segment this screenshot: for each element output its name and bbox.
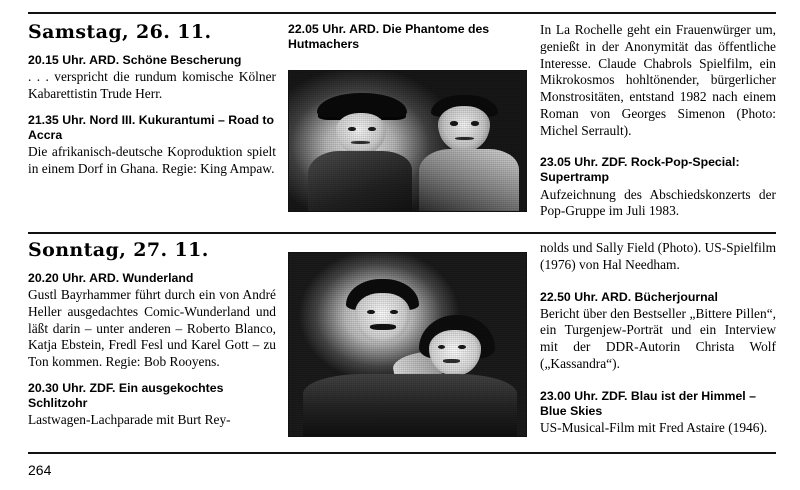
photo-grain-overlay [289,71,526,211]
listing-entry [28,381,276,429]
listing-entry [540,155,776,220]
photo-phantome-des-hutmachers [288,70,527,212]
listing-title: 20.20 Uhr. ARD. Wunderland [28,270,194,285]
listing-title: 22.50 Uhr. ARD. Bücherjournal [540,289,718,304]
photo-ein-ausgekochtes-schlitzohr [288,252,527,437]
listing-body: Bericht über den Bestseller „Bittere Pillen“, ein Turgenjew-Porträt und ein Interview mit der DDR-Autorin Christa Wolf („Kassandra“). [540,305,776,371]
listing-body: In La Rochelle geht ein Frauenwürger um, genießt in der Anonymität das öffentliche Interesse. Claude Chabrols Spielfilm, ein Mikrokosmos hohltönender, bürgerlicher Monstrositäten, entstand 1982 nach einem Roman von Georges Simenon (Photo: Michel Serrault). [540,22,776,138]
sunday-right-column [540,240,776,447]
listing-body: US-Musical-Film mit Fred Astaire (1946). [540,420,768,436]
saturday-left-column [28,22,276,188]
sunday-left-column [28,240,276,439]
listing-title: 20.30 Uhr. ZDF. Ein ausgekochtes Schlitzohr [28,380,224,411]
divider-top [28,12,776,14]
divider-middle [28,232,776,234]
divider-bottom [28,452,776,454]
listing-entry [540,290,776,373]
listing-body: Lastwagen-Lachparade mit Burt Rey- [28,412,231,428]
day-heading-saturday: Samstag, 26. 11. [28,21,212,43]
listing-entry [540,389,776,437]
page-number: 264 [28,462,52,478]
listing-title: 20.15 Uhr. ARD. Schöne Bescherung [28,52,242,67]
listing-entry [28,53,276,103]
listing-body: Die afrikanisch-deutsche Koproduktion spielt in einem Dorf in Ghana. Regie: King Ampaw. [28,144,276,176]
day-heading-sunday: Sonntag, 27. 11. [28,239,209,261]
listing-title: 23.05 Uhr. ZDF. Rock-Pop-Special: Supertramp [540,155,740,185]
listing-entry [28,271,276,371]
listing-body: Aufzeichnung des Abschiedskonzerts der Pop-Gruppe im Juli 1983. [540,186,776,219]
listing-body: . . . verspricht die rundum komische Kölner Kabarettistin Trude Herr. [28,69,276,101]
listing-body: nolds und Sally Field (Photo). US-Spielfilm (1976) von Hal Needham. [540,240,776,272]
listing-title: 22.05 Uhr. ARD. Die Phantome des Hutmachers [288,22,490,52]
photo-grain-overlay [289,253,526,436]
saturday-right-column [540,22,776,230]
listing-title: 23.00 Uhr. ZDF. Blau ist der Himmel – Blue Skies [540,388,756,418]
listing-entry [28,113,276,178]
saturday-middle-column [288,22,528,53]
listing-body: Gustl Bayrhammer führt durch ein von André Heller ausgedachtes Comic-Wunderland und läßt darin – unter anderen – Roberto Blanco, Katja Ebstein, Fredl Fesl und Karel Gott – zu Ton kommen. Regie: Bob Rooyens. [28,287,276,370]
listing-title: 21.35 Uhr. Nord III. Kukurantumi – Road to Accra [28,112,274,142]
